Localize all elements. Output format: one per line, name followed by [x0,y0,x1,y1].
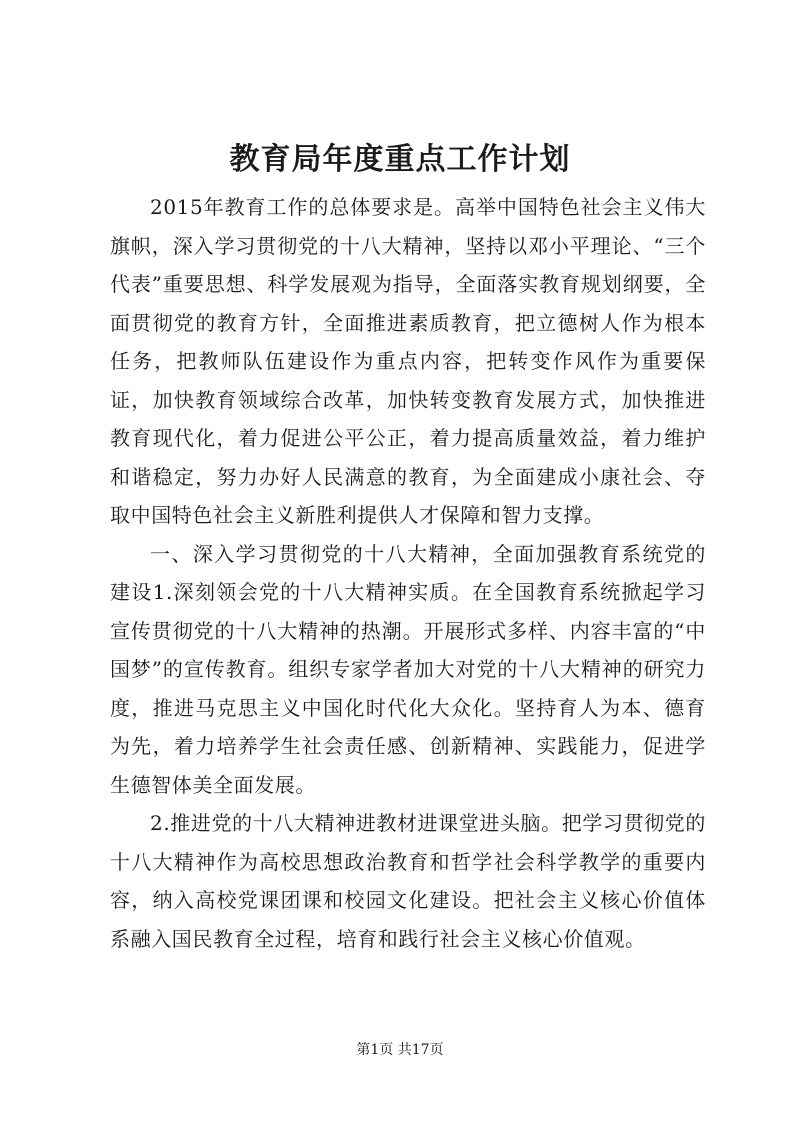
document-body [110,188,706,958]
body-paragraph: 2.推进党的十八大精神进教材进课堂进头脑。把学习贯彻党的十八大精神作为高校思想政治教育和哲学社会科学教学的重要内容，纳入高校党课团课和校园文化建设。把社会主义核心价值体系融入国民教育全过程，培育和践行社会主义核心价值观。 [110,811,706,951]
body-paragraph: 一、深入学习贯彻党的十八大精神，全面加强教育系统党的建设1.深刻领会党的十八大精神实质。在全国教育系统掀起学习宣传贯彻党的十八大精神的热潮。开展形式多样、内容丰富的“中国梦”的宣传教育。组织专家学者加大对党的十八大精神的研究力度，推进马克思主义中国化时代化大众化。坚持育人为本、德育为先，着力培养学生社会责任感、创新精神、实践能力，促进学生德智体美全面发展。 [110,541,706,797]
document-title: 教育局年度重点工作计划 [229,142,571,177]
page-number-footer: 第1页 共17页 [356,1042,444,1058]
body-paragraph: 2015年教育工作的总体要求是。高举中国特色社会主义伟大旗帜，深入学习贯彻党的十八大精神，坚持以邓小平理论、“三个代表”重要思想、科学发展观为指导，全面落实教育规划纲要，全面贯彻党的教育方针，全面推进素质教育，把立德树人作为根本任务，把教师队伍建设作为重点内容，把转变作风作为重要保证，加快教育领域综合改革，加快转变教育发展方式，加快推进教育现代化，着力促进公平公正，着力提高质量效益，着力维护和谐稳定，努力办好人民满意的教育，为全面建成小康社会、夺取中国特色社会主义新胜利提供人才保障和智力支撑。 [110,195,706,527]
